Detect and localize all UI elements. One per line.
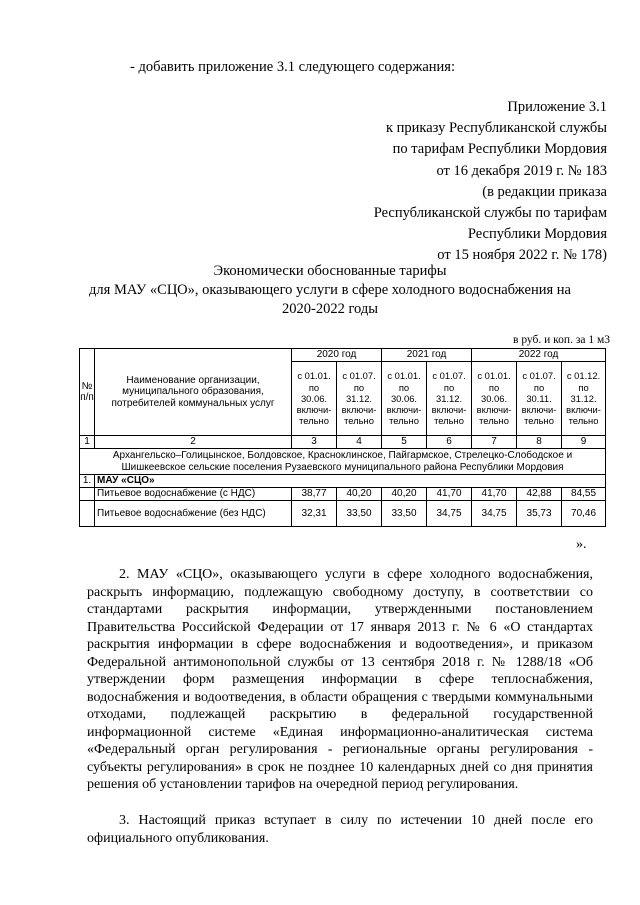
period-line: по bbox=[353, 381, 365, 393]
tariff-value: 40,20 bbox=[337, 488, 382, 501]
period-line: по bbox=[308, 381, 320, 393]
tariff-value: 32,31 bbox=[292, 501, 337, 527]
column-number: 4 bbox=[337, 436, 382, 449]
period-line: тельно bbox=[568, 415, 599, 427]
header-year-2021: 2021 год bbox=[382, 349, 472, 362]
appendix-line: по тарифам Республики Мордовия bbox=[392, 141, 607, 158]
period-line: тельно bbox=[299, 415, 329, 427]
appendix-line: (в редакции приказа bbox=[482, 183, 607, 200]
title-line: 2020-2022 годы bbox=[282, 301, 378, 317]
tariff-value: 38,77 bbox=[292, 488, 337, 501]
table-row bbox=[80, 488, 606, 501]
closing-quote: ». bbox=[576, 537, 587, 552]
tariff-value: 33,50 bbox=[337, 501, 382, 527]
period-line: тельно bbox=[389, 415, 419, 427]
tariff-table bbox=[79, 348, 606, 527]
header-year-2020: 2020 год bbox=[292, 349, 382, 362]
column-number: 9 bbox=[562, 436, 606, 449]
column-number: 5 bbox=[382, 436, 427, 449]
tariff-value: 34,75 bbox=[427, 501, 472, 527]
appendix-header bbox=[277, 97, 607, 267]
appendix-line: от 16 декабря 2019 г. № 183 bbox=[436, 162, 607, 179]
period-cell bbox=[427, 362, 472, 436]
period-line: с 01.01. bbox=[477, 370, 511, 382]
tariff-value: 34,75 bbox=[472, 501, 517, 527]
period-line: 30.06. bbox=[390, 392, 418, 404]
title-line: Экономически обоснованные тарифы bbox=[213, 263, 447, 279]
period-line: включи- bbox=[386, 404, 422, 416]
intro-line: - добавить приложение 3.1 следующего содержания: bbox=[130, 59, 456, 75]
row-label: Питьевое водоснабжение (без НДС) bbox=[95, 501, 292, 527]
tariff-value: 35,73 bbox=[517, 501, 562, 527]
period-line: 30.11. bbox=[526, 392, 552, 404]
column-number: 3 bbox=[292, 436, 337, 449]
org-name: МАУ «СЦО» bbox=[95, 475, 606, 488]
column-number: 2 bbox=[95, 436, 292, 449]
appendix-line: от 15 ноября 2022 г. № 178) bbox=[437, 247, 607, 264]
row-number-cell bbox=[80, 501, 95, 527]
column-number: 1 bbox=[80, 436, 95, 449]
tariff-value: 33,50 bbox=[382, 501, 427, 527]
period-line: по bbox=[398, 381, 410, 393]
period-line: тельно bbox=[479, 415, 509, 427]
column-number: 7 bbox=[472, 436, 517, 449]
period-line: с 01.07. bbox=[342, 370, 376, 382]
period-cell bbox=[382, 362, 427, 436]
period-line: с 01.07. bbox=[432, 370, 466, 382]
appendix-line: к приказу Республиканской службы bbox=[385, 120, 607, 137]
period-line: включи- bbox=[476, 404, 512, 416]
period-line: включи- bbox=[431, 404, 467, 416]
region-row: Архангельско–Голицынское, Болдовское, Красноклинское, Пайгармское, Стрелецко-Слободское и Шишкеевское сельские поселения Рузаевского муниципального района Республики Мордовия bbox=[80, 449, 606, 475]
appendix-line: Республики Мордовия bbox=[467, 226, 607, 243]
period-line: с 01.01. bbox=[297, 370, 331, 382]
period-line: включи- bbox=[296, 404, 332, 416]
units-note: в руб. и коп. за 1 м3 bbox=[513, 334, 610, 346]
title-line: для МАУ «СЦО», оказывающего услуги в сфере холодного водоснабжения на bbox=[89, 282, 571, 298]
appendix-line: Республиканской службы по тарифам bbox=[373, 205, 607, 222]
document-title bbox=[30, 262, 630, 319]
period-line: 31.12. bbox=[345, 392, 373, 404]
period-line: 31.12. bbox=[570, 392, 597, 404]
table-row bbox=[80, 501, 606, 527]
header-number: № п/п bbox=[80, 349, 95, 436]
period-line: тельно bbox=[434, 415, 464, 427]
tariff-value: 70,46 bbox=[562, 501, 606, 527]
paragraph-3-text: 3. Настоящий приказ вступает в силу по истечении 10 дней после его официального опубликования. bbox=[87, 813, 593, 846]
period-line: тельно bbox=[524, 415, 554, 427]
appendix-line: Приложение 3.1 bbox=[507, 99, 607, 115]
period-line: включи- bbox=[566, 404, 601, 416]
paragraph-2 bbox=[87, 566, 593, 794]
period-line: 30.06. bbox=[300, 392, 328, 404]
period-line: с 01.01. bbox=[387, 370, 421, 382]
paragraph-3 bbox=[87, 812, 593, 847]
period-line: 30.06. bbox=[480, 392, 508, 404]
period-line: по bbox=[488, 381, 500, 393]
period-line: по bbox=[578, 381, 589, 393]
tariff-value: 84,55 bbox=[562, 488, 606, 501]
period-line: с 01.12. bbox=[566, 370, 601, 382]
row-number-cell bbox=[80, 488, 95, 501]
period-line: тельно bbox=[344, 415, 374, 427]
column-number: 8 bbox=[517, 436, 562, 449]
period-line: с 01.07. bbox=[522, 370, 556, 382]
org-number: 1. bbox=[80, 475, 95, 488]
tariff-value: 42,88 bbox=[517, 488, 562, 501]
period-line: по bbox=[533, 381, 545, 393]
tariff-value: 40,20 bbox=[382, 488, 427, 501]
row-label: Питьевое водоснабжение (с НДС) bbox=[95, 488, 292, 501]
paragraph-2-text: 2. МАУ «СЦО», оказывающего услуги в сфере холодного водоснабжения, раскрыть информацию, подлежащую свободному доступу, в соответствии со стандартами раскрытия информации, утвержденными постановлением Правительства Российской Федерации от 17 января 2013 г. № 6 «О стандартах раскрытия информации в сфере водоснабжения и водоотведения», и приказом Федеральной антимонопольной службы от 13 сентября 2018 г. № 1288/18 «Об утверждении форм размещения информации в сфере теплоснабжения, водоснабжения и водоотведения, в области обращения с твердыми коммунальными отходами, подлежащей раскрытию в федеральной государственной информационной системе «Единая информационно-аналитическая система «Федеральный орган регулирования - региональные органы регулирования - субъекты регулирования» в срок не позднее 10 календарных дней со дня принятия решения об установлении тарифов на очередной период регулирования. bbox=[87, 567, 593, 792]
period-cell bbox=[472, 362, 517, 436]
period-cell bbox=[517, 362, 562, 436]
period-line: включи- bbox=[521, 404, 557, 416]
period-cell bbox=[337, 362, 382, 436]
column-number: 6 bbox=[427, 436, 472, 449]
period-cell bbox=[562, 362, 606, 436]
tariff-value: 41,70 bbox=[427, 488, 472, 501]
tariff-value: 41,70 bbox=[472, 488, 517, 501]
period-line: 31.12. bbox=[435, 392, 463, 404]
header-name: Наименование организации, муниципального образования, потребителей коммунальных услуг bbox=[95, 349, 292, 436]
period-cell bbox=[292, 362, 337, 436]
period-line: по bbox=[443, 381, 455, 393]
header-year-2022: 2022 год bbox=[472, 349, 606, 362]
period-line: включи- bbox=[341, 404, 377, 416]
